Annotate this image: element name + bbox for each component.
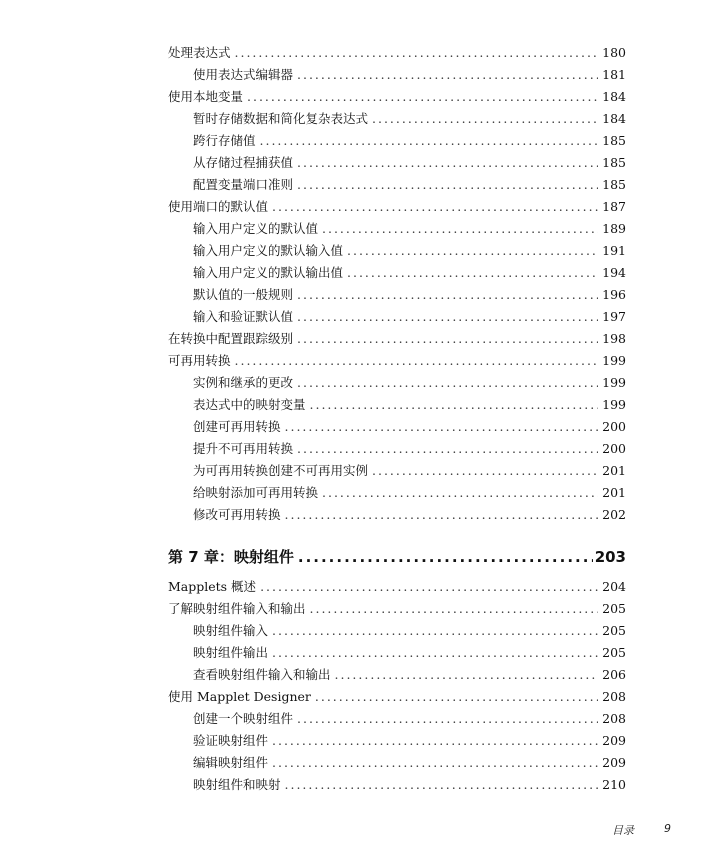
- dot-leader: [297, 438, 598, 460]
- toc-entry-page-number: 209: [602, 733, 626, 748]
- dot-leader: [260, 576, 598, 598]
- toc-entry-title: 默认值的一般规则: [193, 287, 294, 302]
- toc-entry[interactable]: [168, 64, 626, 86]
- dot-leader: [310, 598, 599, 620]
- dot-leader: [298, 544, 593, 570]
- toc-entry-page-number: 199: [602, 375, 626, 390]
- dot-leader: [285, 504, 599, 526]
- toc-entry-title: 使用端口的默认值: [168, 199, 269, 214]
- toc-section-1: [168, 42, 626, 526]
- toc-entry-page-number: 185: [602, 133, 626, 148]
- toc-entry[interactable]: [168, 108, 626, 130]
- toc-entry[interactable]: [168, 306, 626, 328]
- toc-entry[interactable]: [168, 598, 626, 620]
- toc-entry[interactable]: [168, 152, 626, 174]
- dot-leader: [347, 262, 598, 284]
- toc-entry-page-number: 208: [602, 711, 626, 726]
- dot-leader: [235, 350, 599, 372]
- toc-entry-page-number: 205: [602, 623, 626, 638]
- toc-entry[interactable]: [168, 284, 626, 306]
- toc-entry-title: 使用表达式编辑器: [193, 67, 294, 82]
- toc-entry[interactable]: [168, 86, 626, 108]
- dot-leader: [310, 394, 599, 416]
- toc-entry-title: 查看映射组件输入和输出: [193, 667, 331, 682]
- toc-entry[interactable]: [168, 730, 626, 752]
- toc-entry-page-number: 208: [602, 689, 626, 704]
- toc-entry-title: 从存储过程捕获值: [193, 155, 294, 170]
- toc-entry-page-number: 199: [602, 353, 626, 368]
- toc-entry-page-number: 181: [602, 67, 626, 82]
- dot-leader: [285, 416, 599, 438]
- toc-entry-page-number: 184: [602, 111, 626, 126]
- toc-entry-title: 实例和继承的更改: [193, 375, 294, 390]
- toc-entry[interactable]: [168, 620, 626, 642]
- toc-entry-page-number: 180: [602, 45, 626, 60]
- toc-entry-page-number: 205: [602, 601, 626, 616]
- toc-entry-page-number: 185: [602, 177, 626, 192]
- toc-entry[interactable]: [168, 642, 626, 664]
- toc-entry[interactable]: [168, 460, 626, 482]
- toc-entry-page-number: 185: [602, 155, 626, 170]
- toc-entry-title: 提升不可再用转换: [193, 441, 294, 456]
- toc-entry-page-number: 194: [602, 265, 626, 280]
- toc-entry-page-number: 204: [602, 579, 626, 594]
- toc-entry-title: 给映射添加可再用转换: [193, 485, 319, 500]
- toc-entry[interactable]: [168, 752, 626, 774]
- toc-entry-title: 输入用户定义的默认输入值: [193, 243, 344, 258]
- toc-entry-page-number: 189: [602, 221, 626, 236]
- dot-leader: [372, 108, 598, 130]
- toc-entry[interactable]: [168, 262, 626, 284]
- chapter-heading[interactable]: [168, 544, 626, 570]
- dot-leader: [347, 240, 598, 262]
- toc-entry-title: 编辑映射组件: [193, 755, 269, 770]
- toc-entry-title: 表达式中的映射变量: [193, 397, 306, 412]
- toc-entry-title: Mapplets 概述: [168, 579, 257, 594]
- toc-entry-title: 暂时存储数据和简化复杂表达式: [193, 111, 369, 126]
- toc-entry-title: 了解映射组件输入和输出: [168, 601, 306, 616]
- toc-entry[interactable]: [168, 240, 626, 262]
- toc-entry-title: 创建可再用转换: [193, 419, 281, 434]
- toc-entry[interactable]: [168, 196, 626, 218]
- toc-entry-page-number: 205: [602, 645, 626, 660]
- toc-entry-title: 验证映射组件: [193, 733, 269, 748]
- toc-entry-title: 映射组件输入: [193, 623, 269, 638]
- dot-leader: [372, 460, 598, 482]
- toc-entry-title: 映射组件输出: [193, 645, 269, 660]
- dot-leader: [285, 774, 599, 796]
- toc-entry-title: 处理表达式: [168, 45, 231, 60]
- toc-entry-title: 映射组件和映射: [193, 777, 281, 792]
- toc-entry-page-number: 206: [602, 667, 626, 682]
- dot-leader: [297, 372, 598, 394]
- page-footer: [0, 822, 721, 842]
- table-of-contents: [168, 42, 626, 796]
- toc-entry-page-number: 209: [602, 755, 626, 770]
- toc-entry-page-number: 200: [602, 419, 626, 434]
- toc-entry-title: 可再用转换: [168, 353, 231, 368]
- toc-entry-title: 使用本地变量: [168, 89, 244, 104]
- dot-leader: [272, 730, 598, 752]
- toc-entry-title: 输入和验证默认值: [193, 309, 294, 324]
- toc-entry-page-number: 196: [602, 287, 626, 302]
- toc-entry[interactable]: [168, 576, 626, 598]
- toc-entry[interactable]: [168, 372, 626, 394]
- toc-entry[interactable]: [168, 394, 626, 416]
- toc-entry[interactable]: [168, 664, 626, 686]
- toc-entry-page-number: 201: [602, 463, 626, 478]
- toc-entry-title: 为可再用转换创建不可再用实例: [193, 463, 369, 478]
- toc-entry-title: 跨行存储值: [193, 133, 256, 148]
- toc-entry[interactable]: [168, 350, 626, 372]
- toc-entry[interactable]: [168, 174, 626, 196]
- toc-entry-title: 输入用户定义的默认值: [193, 221, 319, 236]
- toc-entry-page-number: 200: [602, 441, 626, 456]
- toc-entry[interactable]: [168, 482, 626, 504]
- toc-entry[interactable]: [168, 416, 626, 438]
- dot-leader: [297, 152, 598, 174]
- chapter-title: 第 7 章：映射组件: [168, 548, 294, 566]
- toc-entry-title: 创建一个映射组件: [193, 711, 294, 726]
- toc-entry-page-number: 210: [602, 777, 626, 792]
- dot-leader: [315, 686, 598, 708]
- toc-entry[interactable]: [168, 328, 626, 350]
- toc-entry-title: 输入用户定义的默认输出值: [193, 265, 344, 280]
- toc-entry-page-number: 197: [602, 309, 626, 324]
- dot-leader: [297, 328, 598, 350]
- dot-leader: [247, 86, 598, 108]
- toc-entry-title: 在转换中配置跟踪级别: [168, 331, 294, 346]
- toc-entry[interactable]: [168, 218, 626, 240]
- toc-entry-page-number: 184: [602, 89, 626, 104]
- toc-entry[interactable]: [168, 130, 626, 152]
- toc-entry[interactable]: [168, 42, 626, 64]
- dot-leader: [297, 284, 598, 306]
- toc-entry-page-number: 191: [602, 243, 626, 258]
- toc-entry[interactable]: [168, 708, 626, 730]
- toc-entry[interactable]: [168, 686, 626, 708]
- dot-leader: [297, 174, 598, 196]
- dot-leader: [235, 42, 599, 64]
- dot-leader: [297, 306, 598, 328]
- dot-leader: [260, 130, 599, 152]
- toc-entry-page-number: 202: [602, 507, 626, 522]
- toc-entry[interactable]: [168, 504, 626, 526]
- footer-label: 目录: [612, 824, 634, 837]
- dot-leader: [297, 64, 598, 86]
- dot-leader: [272, 620, 598, 642]
- footer-page-number: 9: [664, 822, 671, 835]
- toc-entry[interactable]: [168, 438, 626, 460]
- dot-leader: [272, 752, 598, 774]
- dot-leader: [272, 196, 598, 218]
- dot-leader: [297, 708, 598, 730]
- toc-entry-page-number: 199: [602, 397, 626, 412]
- dot-leader: [335, 664, 599, 686]
- toc-section-2: [168, 576, 626, 796]
- toc-entry-page-number: 187: [602, 199, 626, 214]
- dot-leader: [322, 218, 598, 240]
- dot-leader: [272, 642, 598, 664]
- dot-leader: [322, 482, 598, 504]
- toc-entry-title: 修改可再用转换: [193, 507, 281, 522]
- toc-entry-page-number: 198: [602, 331, 626, 346]
- toc-entry-page-number: 201: [602, 485, 626, 500]
- toc-entry-title: 配置变量端口准则: [193, 177, 294, 192]
- toc-entry[interactable]: [168, 774, 626, 796]
- chapter-page-number: 203: [594, 548, 626, 566]
- toc-entry-title: 使用 Mapplet Designer: [168, 689, 311, 704]
